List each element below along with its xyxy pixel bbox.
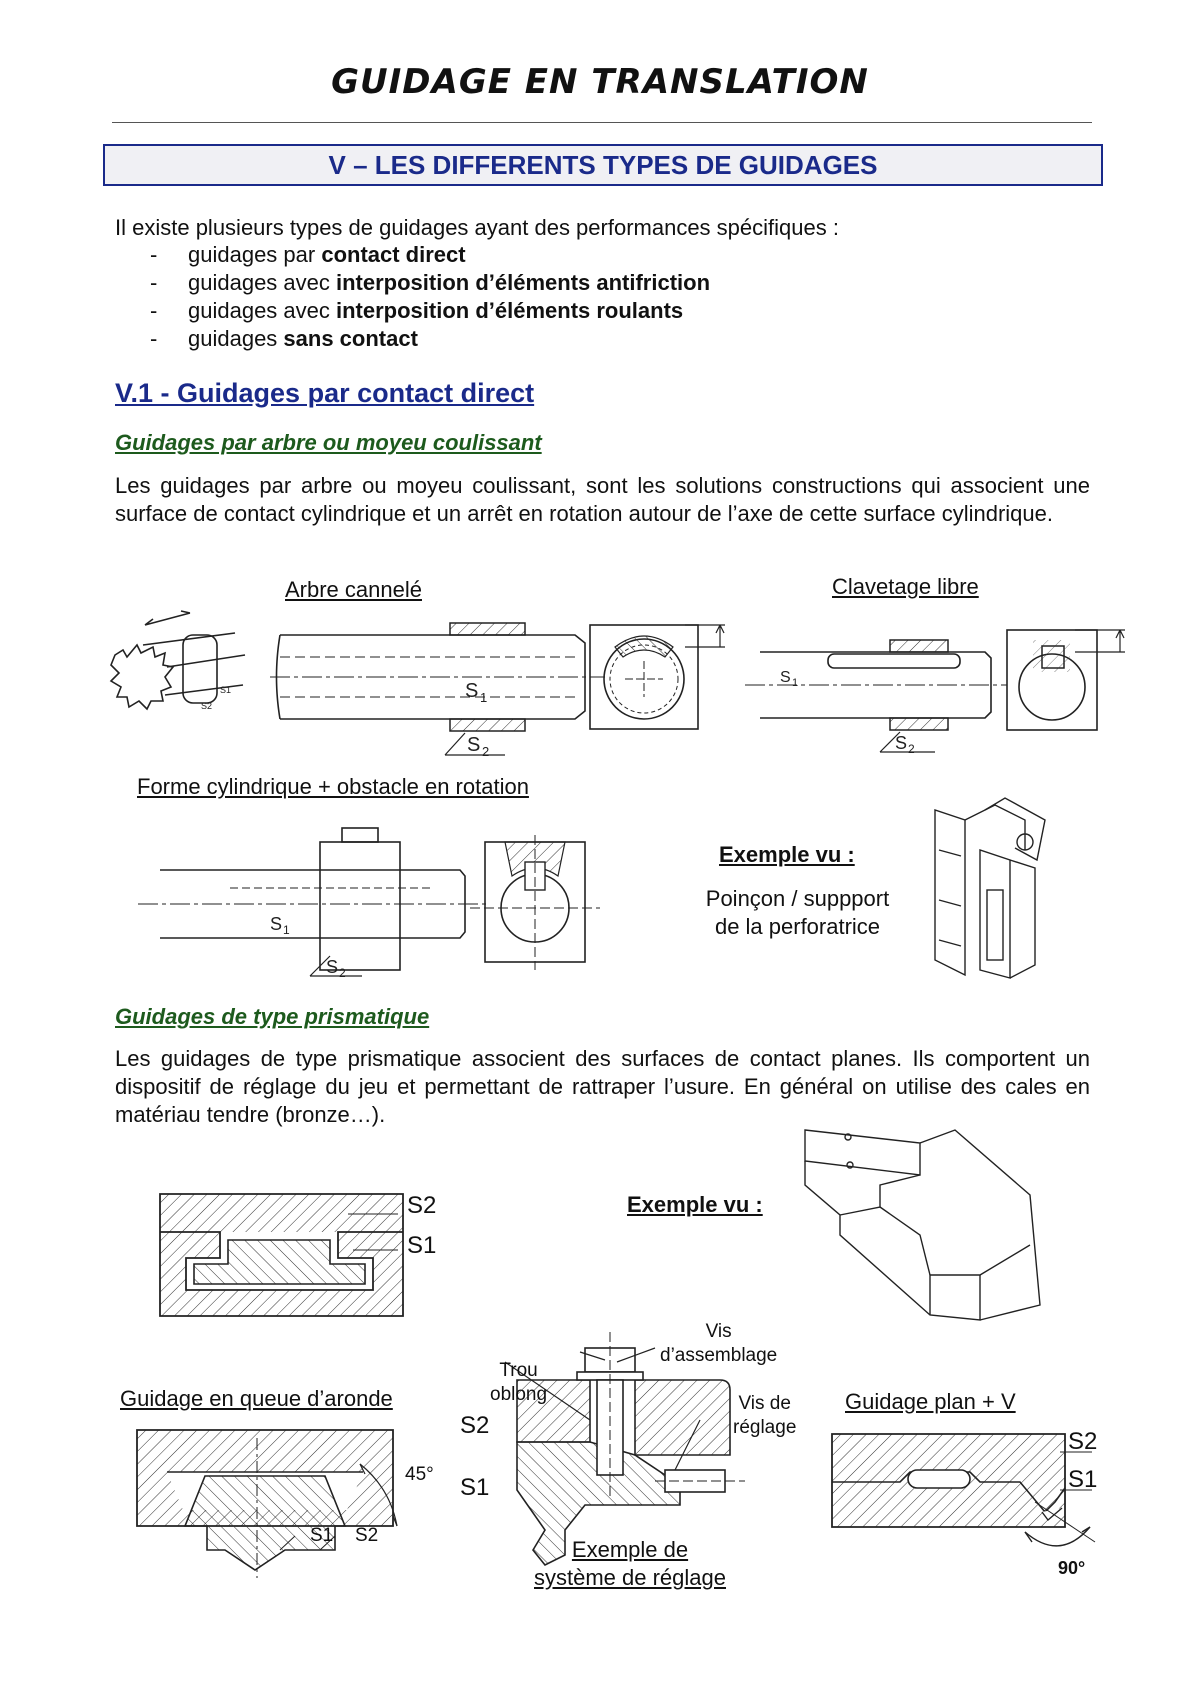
svg-text:1: 1 [480,690,488,705]
guidage-types-list [150,241,710,353]
heading-arbre-moyeu: Guidages par arbre ou moyeu coulissant [115,430,542,455]
svg-text:S: S [270,914,283,934]
label-s2-reglage: S2 [460,1412,490,1439]
label-s2-aronde: S2 [355,1525,379,1546]
label-line: Vis [705,1321,732,1342]
svg-text:S1: S1 [220,685,232,695]
label-s1-prismatique: S1 [407,1232,437,1259]
label-angle-45: 45° [405,1464,434,1485]
poincon-support-drawing [925,790,1075,980]
svg-text:1: 1 [792,677,799,689]
label-line: d’assemblage [660,1345,778,1366]
label-line: réglage [733,1417,797,1438]
intro-text: Il existe plusieurs types de guidages ayant des performances spécifiques : [115,215,839,240]
page-title: GUIDAGE EN TRANSLATION [331,62,869,102]
prismatique-section-drawing [158,1192,448,1322]
label-line: Vis de [738,1393,791,1414]
label-trou-oblong [490,1359,547,1407]
svg-text:S: S [780,669,791,686]
label-angle-90: 90° [1058,1558,1086,1578]
exemple-description-1 [680,885,915,941]
label-line: système de réglage [534,1565,726,1590]
label-s2-prismatique: S2 [407,1192,437,1219]
list-item: - guidages par contact direct [150,242,466,267]
label-line: Exemple de [571,1537,689,1562]
label-vis-assemblage [660,1320,777,1368]
exemple-desc-line: Poinçon / suppport [705,886,890,911]
clavetage-libre-drawing [745,612,1135,762]
label-s2-plan-v: S2 [1068,1428,1098,1455]
queue-aronde-drawing [135,1428,435,1578]
prismatique-example-drawing [800,1125,1050,1325]
heading-v1: V.1 - Guidages par contact direct [115,378,535,408]
label-s1-plan-v: S1 [1068,1466,1098,1493]
paragraph-prismatique: Les guidages de type prismatique associent des surfaces de contact planes. Ils comportent un dispositif de réglage du jeu et permettant de rattraper l’usure. En général on utilise des cales en matériau tendre (bronze…). [115,1046,1090,1127]
svg-text:2: 2 [908,742,915,756]
label-clavetage-libre: Clavetage libre [832,574,979,599]
svg-text:2: 2 [339,966,346,980]
label-queue-aronde: Guidage en queue d’aronde [120,1386,393,1411]
svg-text:2: 2 [482,744,490,759]
list-item: - guidages sans contact [150,326,418,351]
arbre-cannele-drawing [105,605,745,765]
exemple-vu-title-2: Exemple vu : [627,1192,763,1217]
forme-cylindrique-drawing [130,820,600,980]
section-title: V – LES DIFFERENTS TYPES DE GUIDAGES [103,144,1103,186]
label-arbre-cannele: Arbre cannelé [285,577,422,602]
label-vis-reglage [733,1392,796,1440]
title-divider [112,122,1092,123]
label-line: Trou [499,1360,538,1381]
list-item: - guidages avec interposition d’éléments antifriction [150,270,711,295]
label-plan-v: Guidage plan + V [845,1389,1016,1414]
label-line: oblong [490,1384,548,1405]
label-exemple-reglage [520,1536,740,1592]
svg-text:S2: S2 [201,701,213,711]
svg-text:S: S [465,680,479,702]
heading-prismatique: Guidages de type prismatique [115,1004,430,1029]
label-forme-cylindrique: Forme cylindrique + obstacle en rotation [137,774,529,799]
label-s1-aronde: S1 [310,1525,334,1546]
label-s1-reglage: S1 [460,1474,490,1501]
list-item: - guidages avec interposition d’éléments roulants [150,298,684,323]
svg-text:S: S [895,733,908,753]
exemple-vu-title-1: Exemple vu : [719,842,855,867]
exemple-desc-line: de la perforatrice [714,914,881,939]
svg-text:S: S [467,734,481,756]
svg-text:1: 1 [283,923,290,937]
svg-text:S: S [326,957,339,977]
paragraph-arbre-moyeu: Les guidages par arbre ou moyeu coulissant, sont les solutions constructions qui associent une surface de contact cylindrique et un arrêt en rotation autour de l’axe de cette surface cylindrique. [115,473,1090,526]
